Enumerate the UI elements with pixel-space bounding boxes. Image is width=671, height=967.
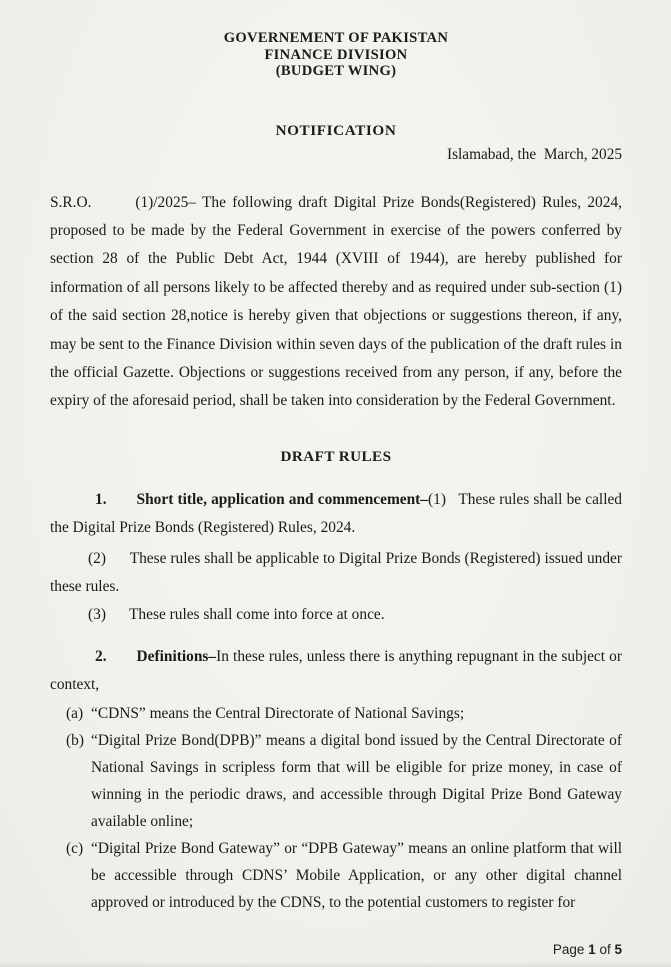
definition-item-b bbox=[50, 727, 622, 835]
rule-1-heading: Short title, application and commencement– bbox=[136, 490, 429, 508]
definition-label-a: (a) bbox=[66, 704, 84, 722]
rule-1-number: 1. bbox=[95, 490, 107, 508]
notification-title: NOTIFICATION bbox=[275, 121, 397, 139]
definition-text-a: “CDNS” means the Central Directorate of National Savings; bbox=[91, 704, 465, 722]
header-division-line: FINANCE DIVISION bbox=[264, 46, 408, 63]
rule-1-paragraph bbox=[50, 486, 622, 543]
footer-page-label: Page bbox=[552, 941, 585, 957]
definitions-list bbox=[50, 700, 622, 916]
rule-2-number: 2. bbox=[95, 647, 107, 665]
rule-1-text: (1) These rules shall be called the Digital Prize Bonds (Registered) Rules, 2024. bbox=[50, 490, 622, 537]
definition-label-c: (c) bbox=[66, 839, 84, 857]
footer-page-number: 1 bbox=[588, 941, 596, 957]
rule-2-text: In these rules, unless there is anything repugnant in the subject or context, bbox=[50, 647, 622, 694]
definition-label-b: (b) bbox=[66, 731, 84, 749]
definition-item-a bbox=[50, 700, 622, 727]
rule-1-subrule-2: (2) These rules shall be applicable to Digital Prize Bonds (Registered) issued under these rules. bbox=[50, 549, 622, 595]
header-government-line: GOVERNEMENT OF PAKISTAN bbox=[223, 30, 449, 46]
rule-2-paragraph bbox=[50, 643, 622, 700]
definition-text-b: “Digital Prize Bond(DPB)” means a digital bond issued by the Central Directorate of National Savings in scripless form that will be eligible for prize money, in case of winning in the periodic draws, and accessible through Digital Prize Bond Gateway available online; bbox=[91, 731, 622, 830]
rule-1-subrule-3: (3) These rules shall come into force at once. bbox=[88, 606, 385, 624]
dateline: Islamabad, the March, 2025 bbox=[446, 145, 622, 163]
footer-total-pages: 5 bbox=[614, 941, 622, 957]
definition-text-c: “Digital Prize Bond Gateway” or “DPB Gateway” means an online platform that will be accessible through CDNS’ Mobile Application, or any other digital channel approved or introduced by the CDNS, to the potential customers to register for bbox=[91, 839, 622, 911]
sro-paragraph: S.R.O. (1)/2025– The following draft Digital Prize Bonds(Registered) Rules, 2024, proposed to be made by the Federal Government in exercise of the powers conferred by section 28 of the Public Debt Act, 1944 (XVIII of 1944), are hereby published for information of all persons likely to be affected thereby and as required under sub-section (1) of the said section 28,notice is hereby given that objections or suggestions thereon, if any, may be sent to the Finance Division within seven days of the publication of the draft rules in the official Gazette. Objections or suggestions received from any person, if any, before the expiry of the aforesaid period, shall be taken into consideration by the Federal Government. bbox=[50, 193, 622, 410]
page-footer bbox=[50, 942, 622, 957]
header-wing-line: (BUDGET WING) bbox=[275, 63, 397, 79]
draft-rules-title: DRAFT RULES bbox=[280, 447, 392, 465]
definition-item-c bbox=[50, 835, 622, 916]
document-header bbox=[50, 30, 622, 80]
rule-2-heading: Definitions– bbox=[136, 647, 217, 665]
footer-of-label: of bbox=[599, 941, 611, 957]
